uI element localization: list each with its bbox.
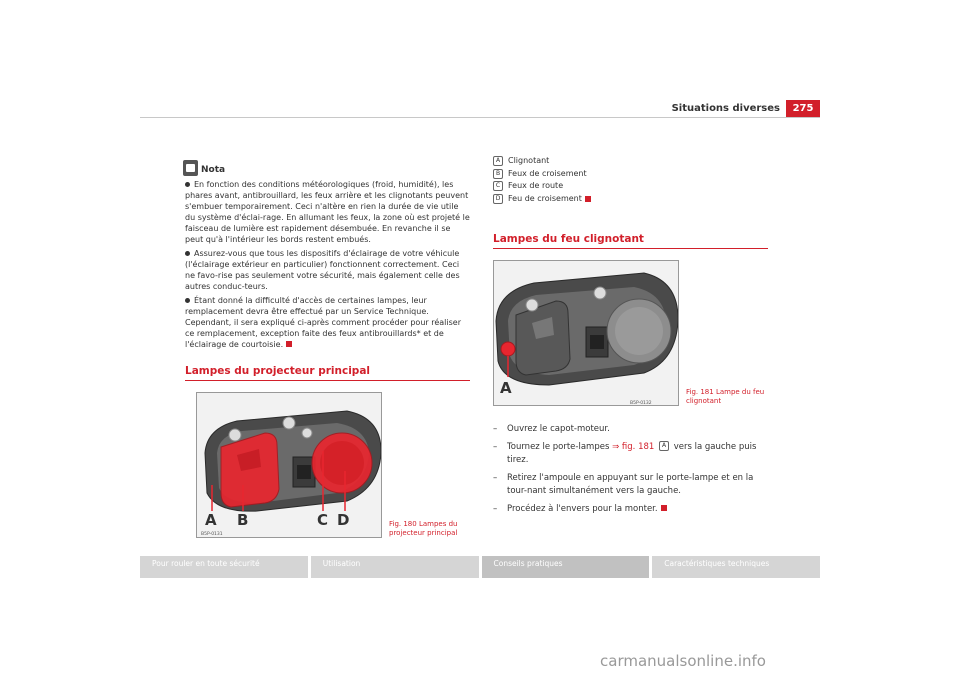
nota-bullet	[185, 248, 470, 292]
step-text: Ouvrez le capot-moteur.	[507, 424, 610, 434]
dash-marker: –	[493, 472, 498, 483]
figure-label-b: B	[237, 511, 249, 529]
watermark: carmanualsonline.info	[600, 652, 766, 670]
figure-181-link[interactable]: ⇒ fig. 181	[612, 441, 655, 452]
legend-text: Feux de croisement	[508, 168, 587, 178]
step-item	[493, 503, 773, 517]
legend-item	[493, 180, 773, 193]
end-marker-icon	[286, 341, 292, 347]
page-header-title: Situations diverses	[671, 103, 780, 114]
footer-tab-conseils[interactable]: Conseils pratiques	[482, 556, 650, 578]
legend-item	[493, 168, 773, 181]
figure-180	[196, 392, 382, 538]
figure-code: B5P-0132	[630, 401, 652, 406]
caption-line: clignotant	[686, 396, 722, 405]
nota-bullet-text: Assurez-vous que tous les dispositifs d'éclairage de votre véhicule (l'éclairage extérieur en particulier) fonctionnent correctement. Ceci ne favo-rise pas seulement votre sécurité, mais également celle des autres conduc-teurs.	[185, 249, 460, 291]
section-heading-projecteur: Lampes du projecteur principal	[185, 365, 470, 381]
caption-line: projecteur principal	[389, 528, 458, 537]
figure-label-d: D	[337, 511, 350, 529]
step-text: vers la gauche puis tirez.	[507, 441, 757, 465]
figure-ref-badge: A	[659, 441, 669, 451]
legend-key-badge: B	[493, 169, 503, 179]
nota-label: Nota	[201, 165, 226, 175]
legend-list	[493, 155, 773, 205]
legend-key-badge: A	[493, 156, 503, 166]
step-text: Procédez à l'envers pour la monter.	[507, 503, 658, 514]
caption-line: Fig. 181 Lampe du feu	[686, 388, 765, 396]
caption-line: Fig. 180 Lampes du	[389, 520, 458, 528]
dash-marker: –	[493, 441, 498, 452]
figure-code: B5P-0131	[201, 532, 223, 537]
figure-label-c: C	[317, 511, 329, 529]
nota-heading	[183, 156, 470, 176]
legend-key-badge: C	[493, 181, 503, 191]
legend-item	[493, 155, 773, 168]
end-marker-icon	[661, 505, 667, 511]
dash-marker: –	[493, 503, 498, 514]
header-divider	[140, 117, 820, 118]
footer-tab-caracteristiques[interactable]: Caractéristiques techniques	[652, 556, 820, 578]
instruction-steps	[493, 423, 773, 520]
nota-bullet	[185, 295, 470, 350]
step-item	[493, 423, 773, 437]
footer-tab-utilisation[interactable]: Utilisation	[311, 556, 479, 578]
nota-bullet-text: Étant donné la difficulté d'accès de certaines lampes, leur remplacement devra être effectué par un Service Technique. Cependant, il sera expliqué ci-après comment procéder pour réaliser ce remplacement, exception faite des feux antibrouillards* et de l'éclairage de courtoisie.	[185, 296, 461, 349]
nota-bullet-text: En fonction des conditions météorologiques (froid, humidité), les phares avant, antibrouillard, les feux arrière et les clignotants peuvent s'embuer temporairement. Ceci n'altère en rien la durée de vie utile du système d'éclai-rage. En allumant les feux, la zone où est projeté le faisceau de lumière est rapidement désembuée. En revanche il se peut qu'à l'intérieur les bords restent embués.	[185, 180, 470, 244]
end-marker-icon	[585, 196, 591, 202]
legend-text: Feux de route	[508, 181, 564, 190]
legend-key-badge: D	[493, 194, 503, 204]
section-heading-clignotant: Lampes du feu clignotant	[493, 233, 768, 249]
footer-nav	[140, 556, 820, 578]
legend-item	[493, 193, 773, 206]
step-item	[493, 441, 773, 468]
note-icon	[183, 160, 198, 176]
nota-block	[185, 160, 470, 350]
figure-181	[493, 260, 679, 406]
nota-bullet	[185, 179, 470, 245]
figure-180-caption	[389, 520, 469, 537]
footer-tab-securite[interactable]: Pour rouler en toute sécurité	[140, 556, 308, 578]
turn-signal-illustration	[494, 261, 679, 406]
legend-text: Clignotant	[508, 156, 550, 165]
page-number: 275	[786, 100, 820, 117]
bullet-icon	[185, 251, 190, 256]
step-text: Retirez l'ampoule en appuyant sur le porte-lampe et en la tour-nant simultanément vers la gauche.	[507, 472, 754, 496]
bullet-icon	[185, 298, 190, 303]
figure-label-a: A	[205, 511, 217, 529]
step-item	[493, 472, 773, 499]
bullet-icon	[185, 182, 190, 187]
legend-text: Feu de croisement	[508, 193, 582, 203]
dash-marker: –	[493, 424, 498, 434]
step-text: Tournez le porte-lampes	[507, 441, 613, 452]
figure-181-caption	[686, 388, 766, 405]
figure-label-a: A	[500, 379, 512, 397]
headlight-illustration	[197, 393, 382, 538]
